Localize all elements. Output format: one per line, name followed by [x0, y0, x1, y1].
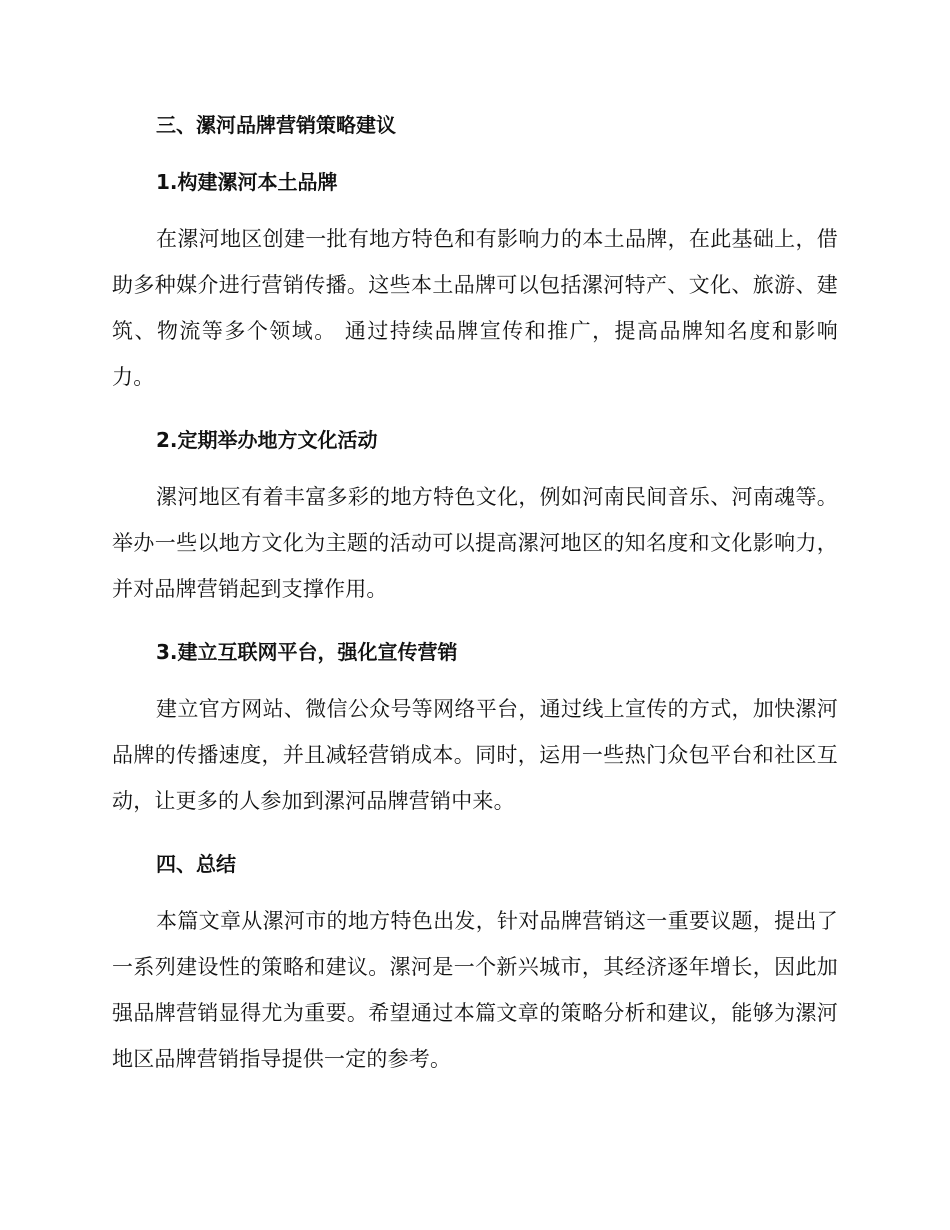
subheading-internet-platform: 3.建立互联网平台，强化宣传营销	[156, 640, 458, 664]
paragraph-summary: 本篇文章从漯河市的地方特色出发，针对品牌营销这一重要议题，提出了一系列建设性的策略和建议。漯河是一个新兴城市，其经济逐年增长，因此加强品牌营销显得尤为重要。希望通过本篇文章的策略分析和建议，能够为漯河地区品牌营销指导提供一定的参考。	[112, 909, 838, 1071]
document-body	[112, 110, 838, 1107]
paragraph-local-brand: 在漯河地区创建一批有地方特色和有影响力的本土品牌，在此基础上，借助多种媒介进行营销传播。这些本土品牌可以包括漯河特产、文化、旅游、建筑、物流等多个领域。 通过持续品牌宣传和推广，提高品牌知名度和影响力。	[112, 227, 838, 389]
paragraph-culture-events: 漯河地区有着丰富多彩的地方特色文化，例如河南民间音乐、河南魂等。举办一些以地方文化为主题的活动可以提高漯河地区的知名度和文化影响力，并对品牌营销起到支撑作用。	[112, 485, 838, 601]
section-heading-summary: 四、总结	[156, 852, 236, 876]
subheading-culture-events: 2.定期举办地方文化活动	[156, 428, 378, 452]
paragraph-internet-platform: 建立官方网站、微信公众号等网络平台，通过线上宣传的方式，加快漯河品牌的传播速度，并且减轻营销成本。同时，运用一些热门众包平台和社区互动，让更多的人参加到漯河品牌营销中来。	[112, 697, 838, 813]
section-heading-strategy: 三、漯河品牌营销策略建议	[156, 113, 396, 137]
subheading-local-brand: 1.构建漯河本土品牌	[156, 170, 338, 194]
